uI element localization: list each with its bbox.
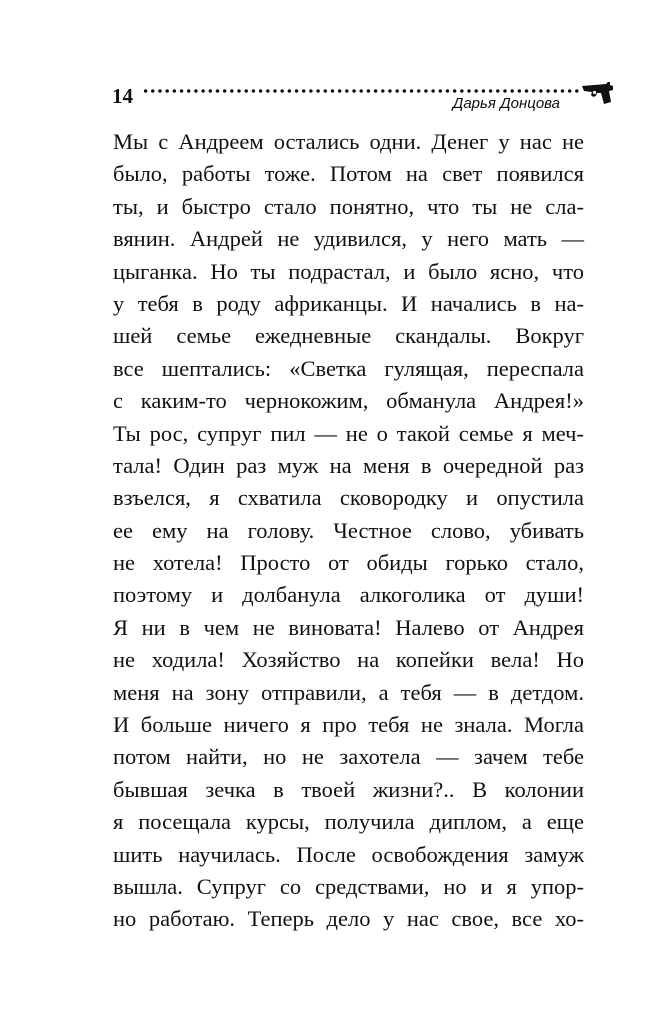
revolver-icon <box>580 80 614 106</box>
text-line: ты, и быстро стало понятно, что ты не сла- <box>113 193 584 219</box>
dotted-rule <box>142 88 582 94</box>
text-line: не хотела! Просто от обиды горько стало, <box>113 550 584 576</box>
text-line: с каким-то чернокожим, обманула Андрея!» <box>113 388 584 414</box>
text-line: не ходила! Хозяйство на копейки вела! Но <box>113 647 584 673</box>
text-line: вышла. Супруг со средствами, но и я упор- <box>113 873 584 899</box>
text-line: шить научилась. После освобождения замуж <box>113 841 584 867</box>
body-text <box>113 126 584 936</box>
text-line: тала! Один раз муж на меня в очередной раз <box>113 452 584 478</box>
text-line: но работаю. Теперь дело у нас свое, все хо- <box>113 906 584 932</box>
text-line: взъелся, я схватила сковородку и опустила <box>113 485 584 511</box>
author-name: Дарья Донцова <box>452 95 560 112</box>
page-number: 14 <box>112 84 133 108</box>
text-line: бывшая зечка в твоей жизни?.. В колонии <box>113 776 584 802</box>
text-line: я посещала курсы, получила диплом, а еще <box>113 809 584 835</box>
text-line: Я ни в чем не виновата! Налево от Андрея <box>113 614 584 640</box>
text-line: все шептались: «Светка гулящая, переспала <box>113 355 584 381</box>
text-line: потом найти, но не захотела — зачем тебе <box>113 744 584 770</box>
text-line: было, работы тоже. Потом на свет появился <box>113 161 584 187</box>
text-line: вянин. Андрей не удивился, у него мать — <box>113 226 584 252</box>
text-line: И больше ничего я про тебя не знала. Могла <box>113 712 584 738</box>
text-line: меня на зону отправили, а тебя — в детдом. <box>113 679 584 705</box>
text-line: шей семье ежедневные скандалы. Вокруг <box>113 323 584 349</box>
text-line: ее ему на голову. Честное слово, убивать <box>113 517 584 543</box>
text-line: Мы с Андреем остались одни. Денег у нас не <box>113 129 584 154</box>
text-line: поэтому и долбанула алкоголика от души! <box>113 582 584 608</box>
text-line: у тебя в роду африканцы. И начались в на- <box>113 290 584 316</box>
running-header <box>112 78 612 118</box>
text-line: цыганка. Но ты подрастал, и было ясно, что <box>113 258 584 284</box>
text-line: Ты рос, супруг пил — не о такой семье я меч- <box>113 420 584 446</box>
